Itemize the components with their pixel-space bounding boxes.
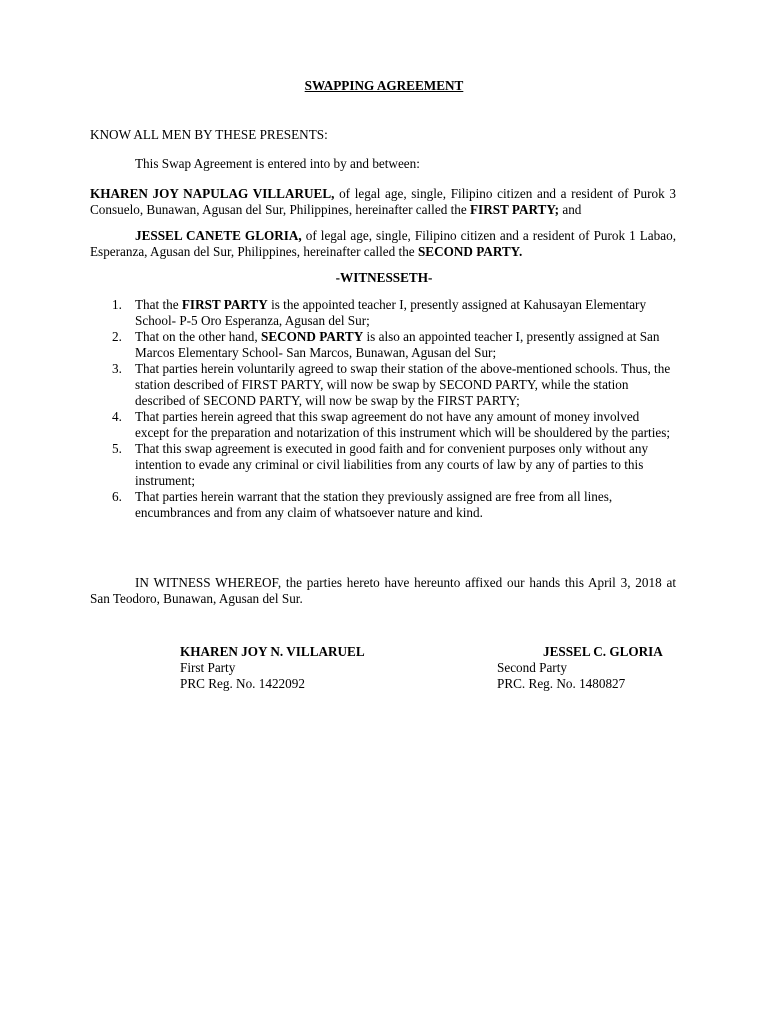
second-party-desc: of legal age, single, Filipino citizen and a resident of Purok 1 Labao, Esperanza, Agusan del Sur, Philippines, hereinafter called the xyxy=(90,228,676,259)
second-party-name: JESSEL CANETE GLORIA, xyxy=(135,228,302,243)
clause-text: That the xyxy=(135,297,182,312)
witness-clause: IN WITNESS WHEREOF, the parties hereto have hereunto affixed our hands this April 3, 2018 at San Teodoro, Bunawan, Agusan del Sur. xyxy=(90,575,676,606)
second-party-paragraph xyxy=(90,228,676,260)
second-party-signature-block xyxy=(497,644,663,692)
first-signatory-role: First Party xyxy=(180,660,236,675)
clause-text: That this swap agreement is executed in good faith and for convenient purposes only without any intention to evade any criminal or civil liabilities from any courts of law by any of parties to this instrument; xyxy=(135,441,649,488)
clause-number: 1. xyxy=(112,297,122,312)
second-signatory-name: JESSEL C. GLORIA xyxy=(543,644,663,659)
second-signatory-role: Second Party xyxy=(497,660,567,675)
first-party-called: FIRST PARTY; xyxy=(470,202,560,217)
second-signatory-reg: PRC. Reg. No. 1480827 xyxy=(497,676,626,691)
first-party-desc: of legal age, single, Filipino citizen and a resident of Purok 3 Consuelo, Bunawan, Agusan del Sur, Philippines, hereinafter called the xyxy=(90,186,676,217)
clause-text: That parties herein agreed that this swap agreement do not have any amount of money involved except for the preparation and notarization of this instrument which will be shouldered by the parties; xyxy=(135,409,671,440)
clause-item xyxy=(90,489,676,521)
clause-number: 5. xyxy=(112,441,122,456)
first-signatory-reg: PRC Reg. No. 1422092 xyxy=(180,676,305,691)
clause-number: 3. xyxy=(112,361,122,376)
clause-item xyxy=(90,329,676,361)
clause-text-post: is the appointed teacher I, presently assigned at Kahusayan Elementary School- P-5 Oro Esperanza, Agusan del Sur; xyxy=(135,297,647,328)
clause-list xyxy=(90,297,676,521)
first-signatory-name: KHAREN JOY N. VILLARUEL xyxy=(180,644,365,659)
clause-text: That parties herein warrant that the station they previously assigned are free from all lines, encumbrances and from any claim of whatsoever nature and kind. xyxy=(135,489,613,520)
clause-text-post: is also an appointed teacher I, presently assigned at San Marcos Elementary School- San Marcos, Bunawan, Agusan del Sur; xyxy=(135,329,660,360)
clause-text: That on the other hand, xyxy=(135,329,261,344)
first-party-tail: and xyxy=(559,202,582,217)
clause-item xyxy=(90,409,676,441)
clause-item xyxy=(90,361,676,409)
clause-bold: FIRST PARTY xyxy=(181,297,268,312)
clause-number: 2. xyxy=(112,329,122,344)
clause-item xyxy=(90,297,676,329)
clause-number: 4. xyxy=(112,409,122,424)
intro-line: KNOW ALL MEN BY THESE PRESENTS: xyxy=(90,127,328,142)
first-party-paragraph xyxy=(90,186,676,218)
clause-item xyxy=(90,441,676,489)
first-party-signature-block xyxy=(180,644,365,692)
clause-number: 6. xyxy=(112,489,122,504)
document-title: SWAPPING AGREEMENT xyxy=(304,78,464,93)
first-party-name: KHAREN JOY NAPULAG VILLARUEL, xyxy=(90,186,335,201)
witnesseth-heading: -WITNESSETH- xyxy=(335,270,433,285)
clause-text: That parties herein voluntarily agreed to swap their station of the above-mentioned schools. Thus, the station described of FIRST PARTY, will now be swap by SECOND PARTY, while the station described of SECOND PARTY, will now be swap by the FIRST PARTY; xyxy=(135,361,671,408)
second-party-called: SECOND PARTY. xyxy=(417,244,523,259)
entered-line: This Swap Agreement is entered into by and between: xyxy=(135,156,420,171)
clause-bold: SECOND PARTY xyxy=(260,329,364,344)
